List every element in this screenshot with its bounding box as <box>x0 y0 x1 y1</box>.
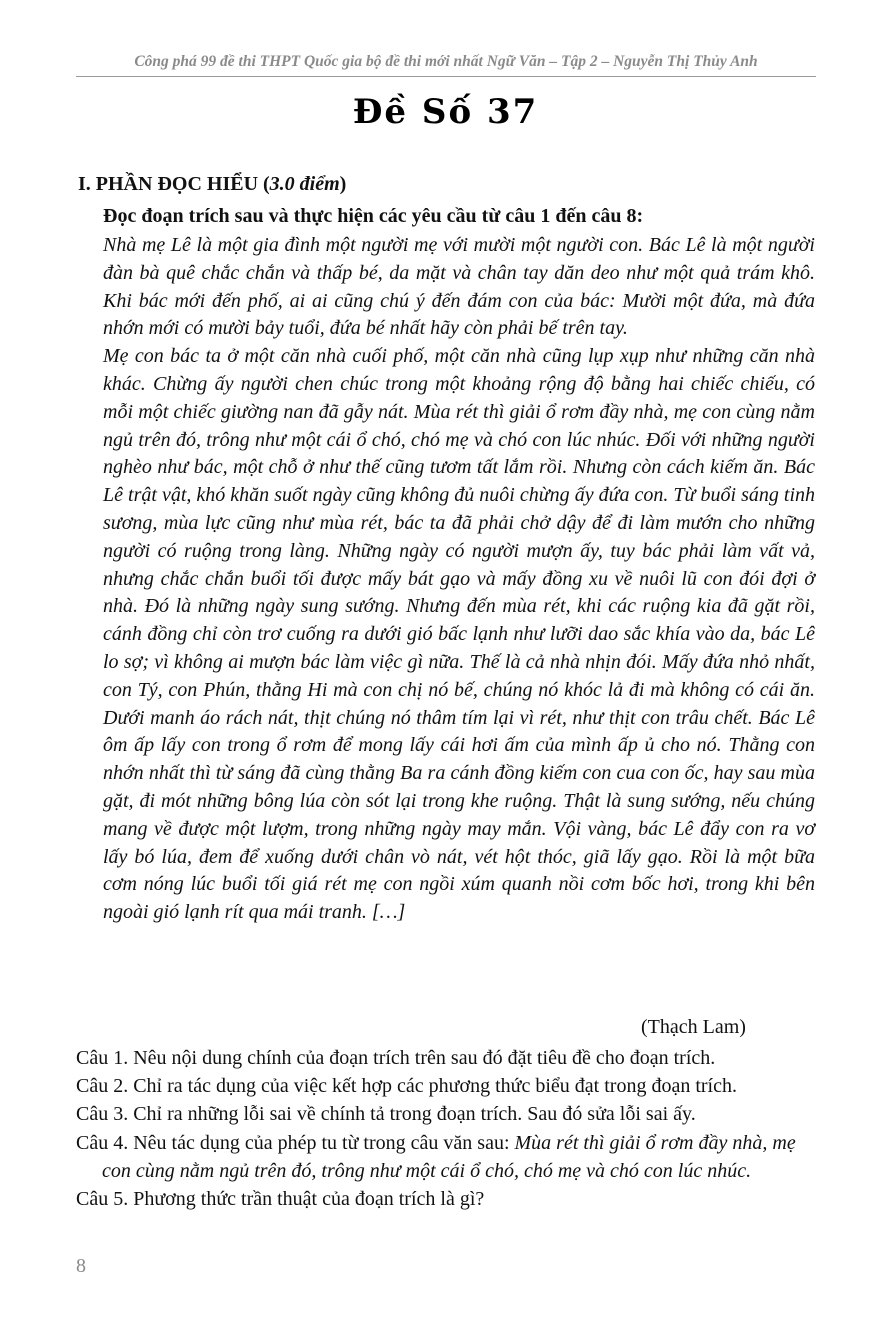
question-item <box>76 1129 816 1185</box>
page-number: 8 <box>76 1255 86 1277</box>
question-label: Câu 1. <box>76 1047 129 1069</box>
question-item <box>76 1185 816 1213</box>
question-text: Chỉ ra những lỗi sai về chính tả trong đoạn trích. Sau đó sửa lỗi sai ấy. <box>133 1103 696 1126</box>
running-header <box>76 53 816 77</box>
section-heading-close: ) <box>339 173 347 195</box>
passage-paragraph-2: Mẹ con bác ta ở một căn nhà cuối phố, một căn nhà cũng lụp xụp như những căn nhà khác. Chừng ấy người chen chúc trong một khoảng rộng độ bằng hai chiếc chiếu, có mỗi một chiếc giường nan đã gẫy nát. Mùa rét thì giải ổ rơm đầy nhà, mẹ con cùng nằm ngủ trên đó, trông như một cái ổ chó, chó mẹ và chó con lúc nhúc. Đối với những người nghèo như bác, một chỗ ở như thế cũng tươm tất lắm rồi. Nhưng còn cách kiếm ăn. Bác Lê trật vật, khó khăn suốt ngày cũng không đủ nuôi chừng ấy đứa con. Từ buổi sáng tinh sương, mùa lực cũng như mùa rét, bác ta đã phải chở dậy để đi làm mướn cho những người có ruộng trong làng. Những ngày có người mượn ấy, tuy bác phải làm vất vả, nhưng chắc chắn buổi tối được mấy bát gạo và mấy đồng xu về nuôi lũ con đói đợi ở nhà. Đó là những ngày sung sướng. Nhưng đến mùa rét, khi các ruộng kia đã gặt rồi, cánh đồng chỉ còn trơ cuống ra dưới gió bấc lạnh như lưỡi dao sắc khía vào da, bác Lê lo sợ; vì không ai mượn bác làm việc gì nữa. Thế là cả nhà nhịn đói. Mấy đứa nhỏ nhất, con Tý, con Phún, thằng Hi mà con chị nó bế, chúng nó khóc lả đi mà không có cái ăn. Dưới manh áo rách nát, thịt chúng nó thâm tím lại vì rét, như thịt con trâu chết. Bác Lê ôm ấp lấy con trong ổ rơm để mong lấy cái hơi ấm của mình ấp ủ cho nó. Thằng con nhớn nhất thì từ sáng đã cùng thằng Ba ra cánh đồng kiếm con cua con ốc, hay sau mùa gặt, đi mót những bông lúa còn sót lại trong khe ruộng. Thật là sung sướng, nếu chúng mang về được một lượm, trong những ngày may mắn. Vội vàng, bác Lê đẩy con ra vơ lấy bó lúa, đem để xuống dưới chân vò nát, vét hột thóc, giã lấy gạo. Rồi là một bữa cơm nóng lúc buổi tối giá rét mẹ con ngồi xúm quanh nồi cơm bốc hơi, trong khi bên ngoài gió lạnh rít qua mái tranh. […] <box>103 345 815 924</box>
question-label: Câu 5. <box>76 1188 129 1211</box>
question-quote: Mùa rét thì giải ổ rơm đầy nhà, mẹ con cùng nằm ngủ trên đó, trông như một cái ổ chó, chó mẹ và chó con lúc nhúc. <box>102 1131 796 1182</box>
question-text: Phương thức trần thuật của đoạn trích là gì? <box>133 1188 485 1211</box>
question-text: Chỉ ra tác dụng của việc kết hợp các phương thức biểu đạt trong đoạn trích. <box>133 1075 737 1098</box>
section-heading <box>78 173 346 196</box>
question-label: Câu 2. <box>76 1075 129 1098</box>
running-title: Công phá 99 đề thi THPT Quốc gia bộ đề thi mới nhất Ngữ Văn – Tập 2 – Nguyễn Thị Thủy Anh <box>134 53 758 70</box>
question-label: Câu 3. <box>76 1103 129 1126</box>
passage-paragraph-1: Nhà mẹ Lê là một gia đình một người mẹ với mười một người con. Bác Lê là một người đàn bà quê chắc chắn và thấp bé, da mặt và chân tay dăn deo như một quả trám khô. Khi bác mới đến phố, ai ai cũng chú ý đến đám con của bác: Mười một đứa, mà đứa nhớn mới có mười bảy tuổi, đứa bé nhất hãy còn phải bế trên tay. <box>103 234 815 340</box>
question-item <box>76 1072 816 1100</box>
reading-passage <box>103 232 815 927</box>
question-text: Nêu tác dụng của phép tu từ trong câu văn sau: <box>133 1131 510 1154</box>
section-heading-text: I. PHẦN ĐỌC HIỂU ( <box>78 173 270 195</box>
passage-author: (Thạch Lam) <box>641 1016 746 1038</box>
question-item <box>76 1044 816 1072</box>
question-label: Câu 4. <box>76 1131 129 1154</box>
page-title: Đề Số 37 <box>352 92 539 132</box>
question-item <box>76 1100 816 1128</box>
instruction: Đọc đoạn trích sau và thực hiện các yêu cầu từ câu 1 đến câu 8: <box>103 205 644 227</box>
question-text: Nêu nội dung chính của đoạn trích trên sau đó đặt tiêu đề cho đoạn trích. <box>133 1047 716 1069</box>
section-score: 3.0 điểm <box>269 173 340 195</box>
question-list <box>76 1044 816 1213</box>
